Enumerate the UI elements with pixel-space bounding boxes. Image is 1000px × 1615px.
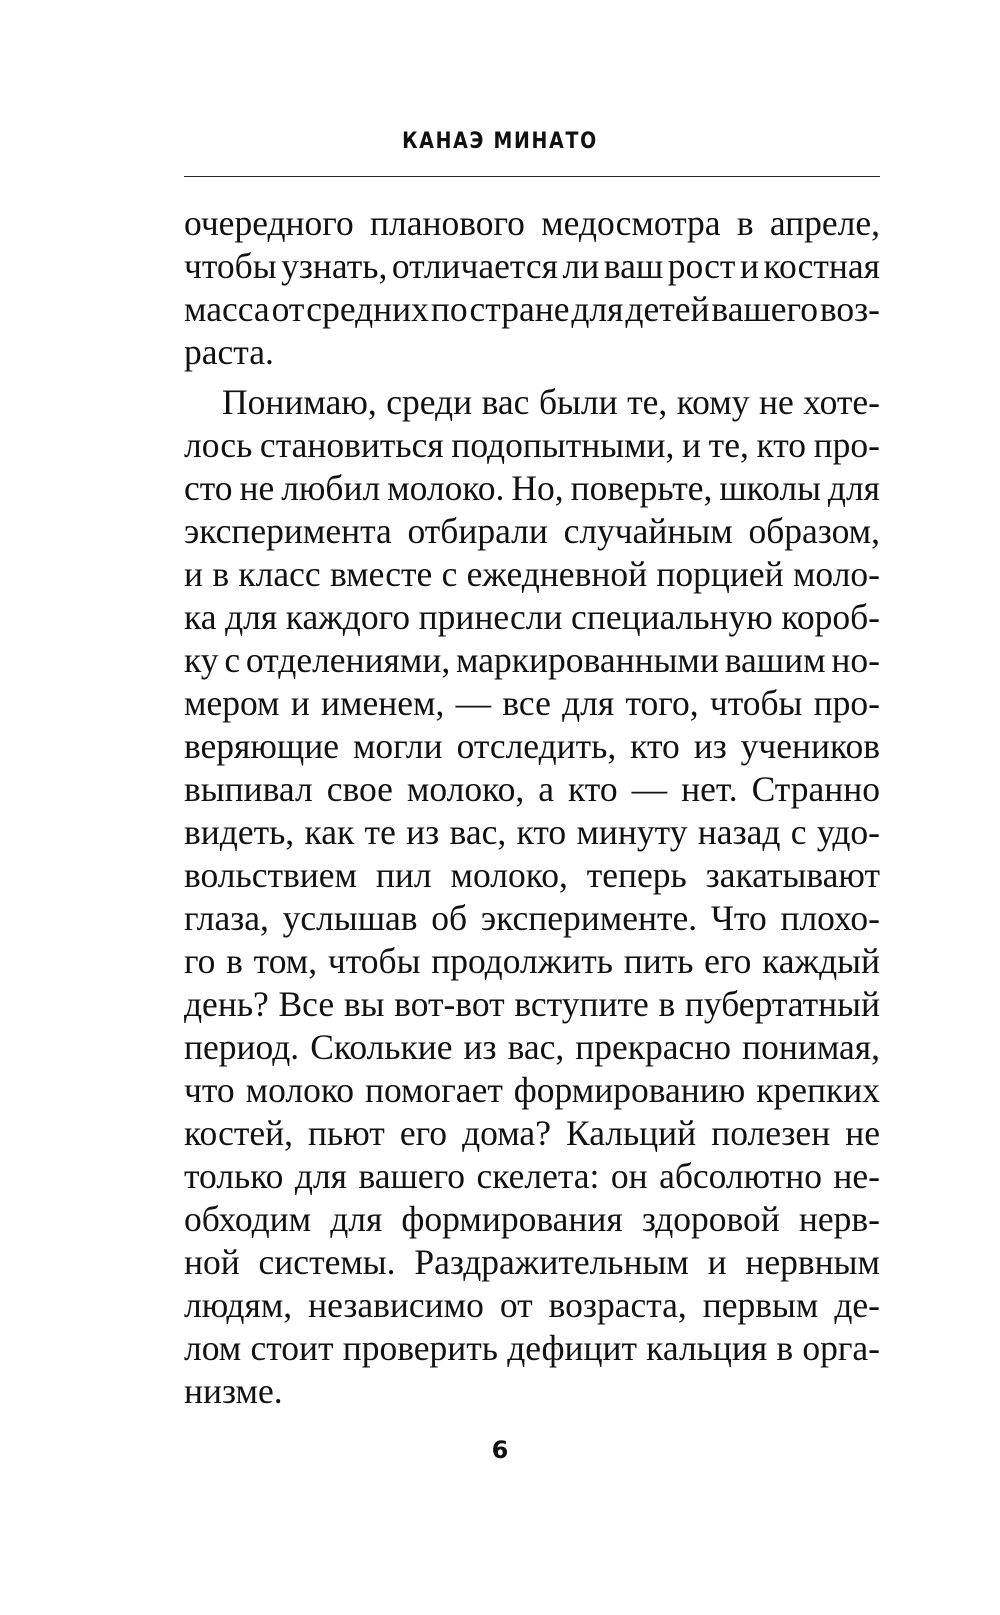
text-line: глаза, услышав об эксперименте. Что плохо-: [184, 898, 880, 938]
text-line: и в класс вместе с ежедневной порцией моло-: [184, 554, 880, 594]
paragraph: [184, 202, 880, 374]
running-head-author: КАНАЭ МИНАТО: [402, 129, 598, 154]
text-line: видеть, как те из вас, кто минуту назад с удо-: [184, 812, 880, 852]
text-line: только для вашего скелета: он абсолютно не-: [184, 1156, 880, 1196]
text-line: день? Все вы вот-вот вступите в пубертатный: [184, 984, 880, 1024]
paragraph-gap: [184, 374, 880, 381]
text-line: лом стоит проверить дефицит кальция в орга-: [184, 1328, 880, 1368]
text-line: го в том, чтобы продолжить пить его каждый: [184, 941, 880, 981]
text-line: сто не любил молоко. Но, поверьте, школы для: [184, 468, 880, 508]
text-line: обходим для формирования здоровой нерв-: [184, 1199, 880, 1239]
text-line: ной системы. Раздражительным и нервным: [184, 1242, 880, 1282]
text-line: веряющие могли отследить, кто из учеников: [184, 726, 880, 766]
text-line: ку с отделениями, маркированными вашим но-: [184, 640, 880, 680]
text-line: очередного планового медосмотра в апреле,: [184, 203, 880, 243]
text-line: Понимаю, среди вас были те, кому не хоте-: [222, 382, 880, 422]
text-line: костей, пьют его дома? Кальций полезен не: [184, 1113, 880, 1153]
text-line: низме.: [184, 1371, 283, 1411]
header-rule: [184, 176, 880, 177]
text-line: мером и именем, — все для того, чтобы про-: [184, 683, 880, 723]
text-line: вольствием пил молоко, теперь закатывают: [184, 855, 880, 895]
page-body: [184, 202, 880, 1413]
text-line: чтобы узнать, отличается ли ваш рост и костная: [184, 246, 880, 286]
text-line: эксперимента отбирали случайным образом,: [184, 511, 880, 551]
text-line: что молоко помогает формированию крепких: [184, 1070, 880, 1110]
paragraph: [184, 381, 880, 1413]
text-line: масса от средних по стране для детей вашего воз-: [184, 289, 880, 329]
text-line: выпивал свое молоко, а кто — нет. Странно: [184, 769, 880, 809]
text-line: период. Сколькие из вас, прекрасно понимая,: [184, 1027, 880, 1067]
text-line: раста.: [184, 332, 274, 372]
text-line: людям, независимо от возраста, первым де-: [184, 1285, 880, 1325]
page-number: 6: [491, 1436, 509, 1464]
text-line: ка для каждого принесли специальную короб-: [184, 597, 880, 637]
text-line: лось становиться подопытными, и те, кто про-: [184, 425, 880, 465]
